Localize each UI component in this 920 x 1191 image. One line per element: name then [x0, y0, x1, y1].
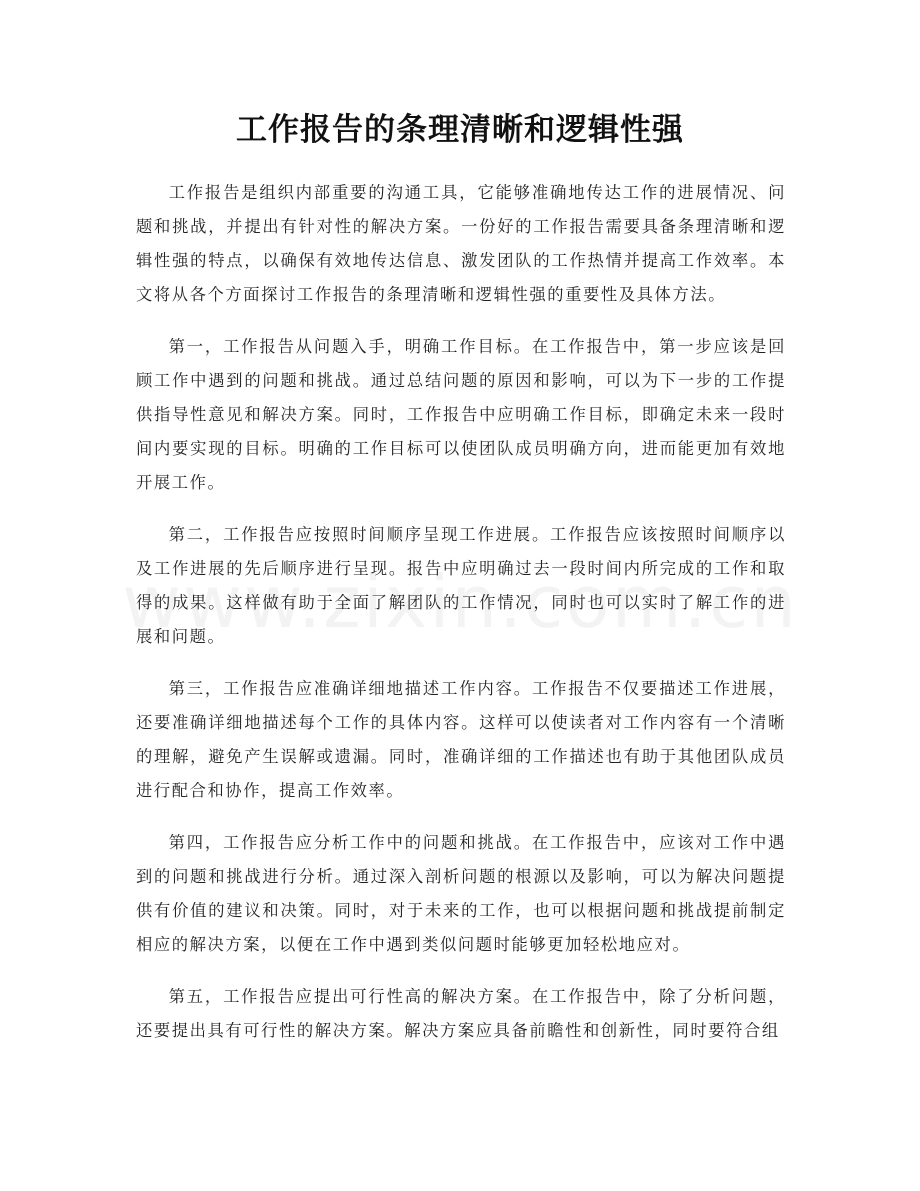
paragraph-second: 第二，工作报告应按照时间顺序呈现工作进展。工作报告应该按照时间顺序以及工作进展的先后顺序进行呈现。报告中应明确过去一段时间内所完成的工作和取得的成果。这样做有助于全面了解团队的工作情况，同时也可以实时了解工作的进展和问题。 — [136, 525, 786, 646]
document-body — [136, 176, 786, 1066]
paragraph-third: 第三，工作报告应准确详细地描述工作内容。工作报告不仅要描述工作进展，还要准确详细地描述每个工作的具体内容。这样可以使读者对工作内容有一个清晰的理解，避免产生误解或遗漏。同时，准确详细的工作描述也有助于其他团队成员进行配合和协作，提高工作效率。 — [136, 679, 786, 800]
paragraph-first: 第一，工作报告从问题入手，明确工作目标。在工作报告中，第一步应该是回顾工作中遇到的问题和挑战。通过总结问题的原因和影响，可以为下一步的工作提供指导性意见和解决方案。同时，工作报告中应明确工作目标，即确定未来一段时间内要实现的目标。明确的工作目标可以使团队成员明确方向，进而能更加有效地开展工作。 — [136, 337, 786, 492]
paragraph-intro: 工作报告是组织内部重要的沟通工具，它能够准确地传达工作的进展情况、问题和挑战，并提出有针对性的解决方案。一份好的工作报告需要具备条理清晰和逻辑性强的特点，以确保有效地传达信息、激发团队的工作热情并提高工作效率。本文将从各个方面探讨工作报告的条理清晰和逻辑性强的重要性及具体方法。 — [136, 183, 786, 304]
paragraph-fifth: 第五，工作报告应提出可行性高的解决方案。在工作报告中，除了分析问题，还要提出具有可行性的解决方案。解决方案应具备前瞻性和创新性，同时要符合组 — [136, 987, 786, 1040]
document-title: 工作报告的条理清晰和逻辑性强 — [236, 112, 684, 148]
paragraph-fourth: 第四，工作报告应分析工作中的问题和挑战。在工作报告中，应该对工作中遇到的问题和挑战进行分析。通过深入剖析问题的根源以及影响，可以为解决问题提供有价值的建议和决策。同时，对于未来的工作，也可以根据问题和挑战提前制定相应的解决方案，以便在工作中遇到类似问题时能够更加轻松地应对。 — [136, 833, 786, 954]
